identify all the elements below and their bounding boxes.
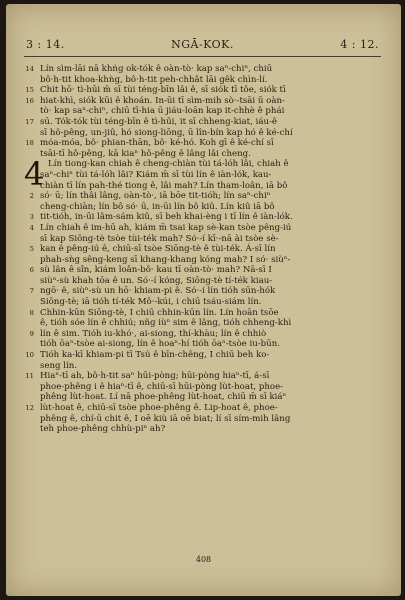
- line-text: kan ê pêng-iú ê, chiū-sī tsòe Siōng-tè ê tùi-ték. Á-sī lín: [40, 244, 276, 255]
- line-text: siùⁿ-sù khah tōa ê un. Só·-í kóng, Siōng-tè tí-ték kiau-: [40, 275, 273, 286]
- line-text: ngō· ê, siùⁿ-sù un hō· khiam-pi ê. Só·-í lín tióh sūn-hók: [40, 286, 276, 297]
- verse-number: 3: [29, 213, 34, 222]
- text-line: [18, 350, 381, 361]
- line-text: móa-móa, bô· phian-thān, bô· ké-hó. Koh gī ê ké-chí sī: [40, 138, 274, 149]
- line-text: phoe-phêng i ê hiaⁿ-tī ê, chiū-sī hūi-pòng lùt-hoat, phoe-: [40, 381, 284, 392]
- line-text: teh phoe-phêng chhù-piⁿ ah?: [40, 424, 166, 435]
- text-line: [18, 318, 381, 329]
- line-text: Tióh ka-kī khiam-pi tī Tsú ê bīn-chêng, I chiū beh ko-: [40, 350, 270, 361]
- line-text: tsāi-tī hô-pêng, kā kiaⁿ hô-pêng ê lâng lâi cheng.: [40, 148, 251, 159]
- line-text: tò· kap saⁿ-chiⁿ, chiū tī-hia ū jiáu-loān kap it-chhè ê phái: [40, 106, 285, 117]
- verse-number: 10: [25, 351, 34, 360]
- text-line: [18, 424, 381, 435]
- text-line: [18, 308, 381, 319]
- text-line: [18, 276, 381, 287]
- text-line: [18, 223, 381, 234]
- text-line: [18, 138, 381, 149]
- line-text: Lín chiah ê im-hū ah, kiám m̄ tsai kap sè-kan tsòe pêng-iú: [40, 222, 292, 233]
- verse-number: 15: [25, 86, 34, 95]
- line-text: tióh ōaⁿ-tsòe ai-siong, lín ê hoaⁿ-hí tióh ōaⁿ-tsòe iu-būn.: [40, 339, 280, 350]
- verse-number: 2: [29, 192, 34, 201]
- book-page: [6, 4, 401, 596]
- text-line: [18, 244, 381, 255]
- text-line: [18, 255, 381, 266]
- verse-number: 12: [25, 404, 34, 412]
- text-line: [18, 170, 381, 181]
- text-line: [18, 371, 381, 382]
- verse-number: 16: [25, 96, 34, 105]
- line-text: Lín tiong-kan chiah ê cheng-chiàn tùi tá-lóh lâi, chiah ê: [48, 159, 289, 170]
- line-text: ê, tióh sóe lín ê chhiú; nñg iùⁿ sim ê lâng, tióh chheng-khì: [40, 318, 292, 329]
- verse-number: 11: [25, 372, 34, 381]
- verse-number: 18: [25, 139, 34, 148]
- line-text: phêng ê, chí-ū chit ê, I oē kiù iā oē biat; lí sī sím-mih lâng: [40, 413, 291, 424]
- verse-number: 14: [25, 65, 34, 73]
- text-line: [18, 96, 381, 107]
- line-text: seng lín.: [40, 360, 78, 371]
- text-line: [18, 403, 381, 414]
- line-text: sī kap Siōng-tè tsòe tùi-ték mah? Só·-í kī·-nā ài tsòe sè-: [40, 233, 279, 244]
- text-line: [18, 234, 381, 245]
- verse-number: 9: [29, 329, 34, 338]
- verse-number: 7: [29, 287, 34, 296]
- text-line: [18, 202, 381, 213]
- text-line: [18, 149, 381, 160]
- line-text: Chhin-kūn Siōng-tè, I chiū chhin-kūn lín. Lín hoān tsōe: [40, 307, 279, 318]
- line-text: hiat-khì, siók kūi ê khoán. In-ūi tī sìm-mih sò·-tsāi ū oàn-: [40, 95, 285, 106]
- line-text: sī hô-pêng, un-jiû, hó siong-liōng, ū lîn-bín kap hó ê ké-chí: [40, 127, 293, 138]
- verse-number: 5: [29, 245, 34, 254]
- line-text: lùt-hoat ê, chiū-sī tsòe phoe-phêng ê. Lip-hoat ê, phoe-: [40, 403, 278, 413]
- text-line: [18, 329, 381, 340]
- line-text: Siōng-tè; iā tióh tí-ték Mô·-kúi, i chiū tsáu-siám lín.: [40, 297, 262, 308]
- line-text: phêng lùt-hoat. Lí nā phoe-phêng lùt-hoat, chiū m̄ sī kiáⁿ: [40, 392, 287, 403]
- text-line: [18, 414, 381, 425]
- text-line: [18, 191, 381, 202]
- text-line: [18, 297, 381, 308]
- line-text: só· ū; lín thâi lâng, oàn-tò·, iā bōe tit-tióh; lín saⁿ-chiⁿ: [40, 191, 271, 202]
- text-line: [18, 85, 381, 96]
- line-text: lín ê sim. Tióh iu-khó·, ai-siong, thí-khàu; lín ê chhiò: [40, 328, 267, 339]
- line-text: cheng-chiàn; lín bô só· ū, in-ūi lín bô kiû. Lín kiû iā bô: [40, 201, 275, 212]
- line-text: tit-tióh, in-ūi lâm-sám kiû, sī beh khai-èng i tī lín ê iàn-lók.: [40, 212, 293, 223]
- text-line: [18, 339, 381, 350]
- verse-number: 6: [29, 266, 34, 275]
- text-line: [18, 75, 381, 86]
- verse-number: 17: [25, 117, 34, 126]
- header-chapter-verse-end: 4 : 12.: [340, 38, 379, 51]
- line-text: Lín sìm-lāi nā khṅg ok-tók ê oàn-tò· kap saⁿ-chiⁿ, chiū: [40, 64, 273, 74]
- text-line: [18, 128, 381, 139]
- text-line: [18, 361, 381, 372]
- text-line: [18, 117, 381, 128]
- text-line: [18, 392, 381, 403]
- verse-number: 8: [29, 308, 34, 317]
- text-line: [18, 286, 381, 297]
- verse-number: 4: [29, 223, 34, 232]
- page-number: 408: [195, 555, 212, 564]
- line-text: chiàn tī lín pah-thé tiong ê, lâi mah? Lín tham-loân, iā bô: [40, 180, 288, 191]
- text-line: [18, 265, 381, 276]
- text-line: [18, 64, 381, 75]
- header-book-title: NGĀ-KOK.: [171, 38, 234, 51]
- line-text: saⁿ-chiⁿ tùi tá-lóh lâi? Kiám m̄ sī tùi lín ê iàn-lók, kau-: [40, 169, 272, 180]
- header-rule: [24, 56, 381, 57]
- header-chapter-verse-start: 3 : 14.: [26, 38, 65, 51]
- text-line: [18, 382, 381, 393]
- running-header: [26, 38, 379, 52]
- line-text: phah-sǹg sêng-keng sī khang-khang kóng mah? I só· siùⁿ-: [40, 254, 291, 265]
- text-line: [18, 106, 381, 117]
- line-text: sù lân ê sîn, kiám loân-bô· kau tī oàn-tò· mah? Nā-sī I: [40, 265, 272, 276]
- line-text: sū. Tók-tók tùi téng-bīn ê tì-hūi, it sī chheng-kiat, iáu-ê: [40, 116, 277, 127]
- text-line: [18, 212, 381, 223]
- chapter-drop-numeral: 4: [24, 155, 45, 194]
- text-line: [18, 181, 381, 192]
- line-text: Chit hō· tì-hūi m̄ sī tùi téng-bīn lâi ê, sī siók tī tôe, siók tī: [40, 85, 286, 96]
- line-text: bô·h-tit khoa-khǹg, bô·h-tit peh-chhât lāi gêk chìn-lí.: [40, 74, 268, 85]
- line-text: Hiaⁿ-tī ah, bô·h-tit saⁿ hūi-pòng; hūi-pòng hiaⁿ-tī, á-sī: [40, 371, 270, 382]
- body-text: [18, 64, 381, 435]
